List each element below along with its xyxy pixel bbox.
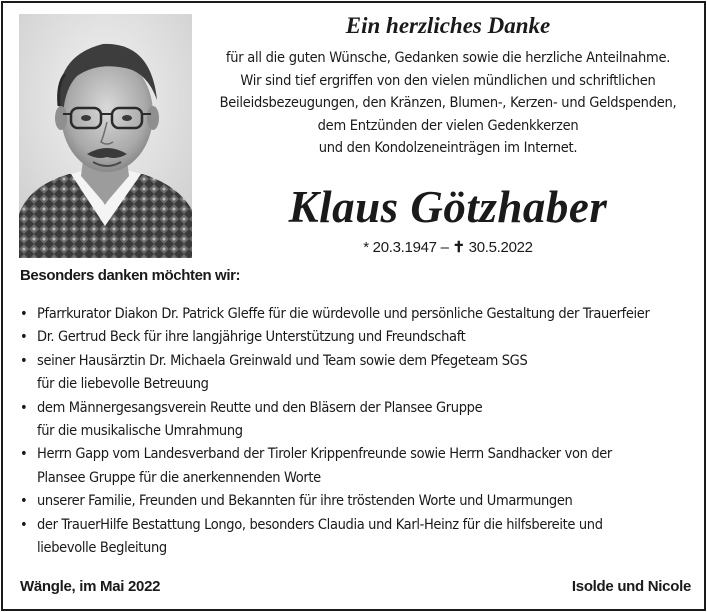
list-item (20, 514, 696, 561)
thanks-intro-line: für all die guten Wünsche, Gedanken sowie die herzliche Anteilnahme. (225, 50, 671, 66)
obituary-thank-you-notice (1, 1, 706, 611)
list-item-line: Pfarrkurator Diakon Dr. Patrick Gleffe für die würdevolle und persönliche Gestaltung der Trauerfeier (37, 306, 650, 322)
section-heading: Besonders danken möchten wir: (20, 267, 241, 284)
list-item-line: für die musikalische Umrahmung (37, 423, 243, 440)
list-item (20, 443, 696, 490)
list-item (20, 303, 696, 326)
bullet-icon: • (20, 446, 28, 463)
list-item-line: liebevolle Begleitung (37, 540, 167, 557)
thanks-intro-line: dem Entzünden der vielen Gedenkkerzen (317, 117, 579, 134)
signature: Isolde und Nicole (571, 578, 691, 595)
list-item (20, 397, 696, 444)
life-dates (199, 238, 697, 258)
portrait-image (19, 14, 192, 258)
bullet-icon: • (20, 329, 28, 346)
thanks-header (199, 11, 697, 160)
deceased-name: Klaus Götzhaber (288, 182, 608, 232)
bullet-icon: • (20, 516, 28, 533)
list-item-line: für die liebevolle Betreuung (37, 376, 209, 393)
thanks-title: Ein herzliches Danke (345, 13, 551, 38)
list-item-line: Plansee Gruppe für die anerkennenden Worte (37, 469, 321, 486)
bullet-icon: • (20, 399, 28, 416)
list-item (20, 490, 696, 513)
list-item-line: Dr. Gertrud Beck für ihre langjährige Unterstützung und Freundschaft (37, 329, 466, 346)
death-date: 30.5.2022 (468, 239, 533, 256)
list-item-line: der TrauerHilfe Bestattung Longo, besonders Claudia und Karl-Heinz für die hilfsbereite und (37, 516, 603, 533)
thanks-intro (199, 47, 697, 160)
thanks-intro-line: Beileidsbezeugungen, den Kränzen, Blumen-, Kerzen- und Geldspenden, (219, 95, 677, 112)
list-item (20, 350, 696, 397)
bullet-icon: • (20, 306, 28, 322)
thanks-list (20, 303, 696, 560)
place-date: Wängle, im Mai 2022 (20, 578, 161, 595)
thanks-intro-line: und den Kondolzeneinträgen im Internet. (318, 140, 578, 157)
list-item (20, 326, 696, 349)
thanks-intro-line: Wir sind tief ergriffen von den vielen mündlichen und schriftlichen (240, 72, 656, 89)
bullet-icon: • (20, 493, 28, 510)
birth-date: * 20.3.1947 – (363, 239, 449, 256)
list-item-line: Herrn Gapp vom Landesverband der Tiroler Krippenfreunde sowie Herrn Sandhacker von der (37, 446, 612, 463)
list-item-line: dem Männergesangsverein Reutte und den Bläsern der Plansee Gruppe (37, 399, 483, 416)
list-item-line: seiner Hausärztin Dr. Michaela Greinwald und Team sowie dem Pfegeteam SGS (37, 352, 528, 369)
cross-icon: ✝ (452, 239, 465, 256)
list-item-line: unserer Familie, Freunden und Bekannten für ihre tröstenden Worte und Umarmungen (37, 493, 573, 510)
bullet-icon: • (20, 352, 28, 369)
portrait-photo (19, 14, 192, 258)
